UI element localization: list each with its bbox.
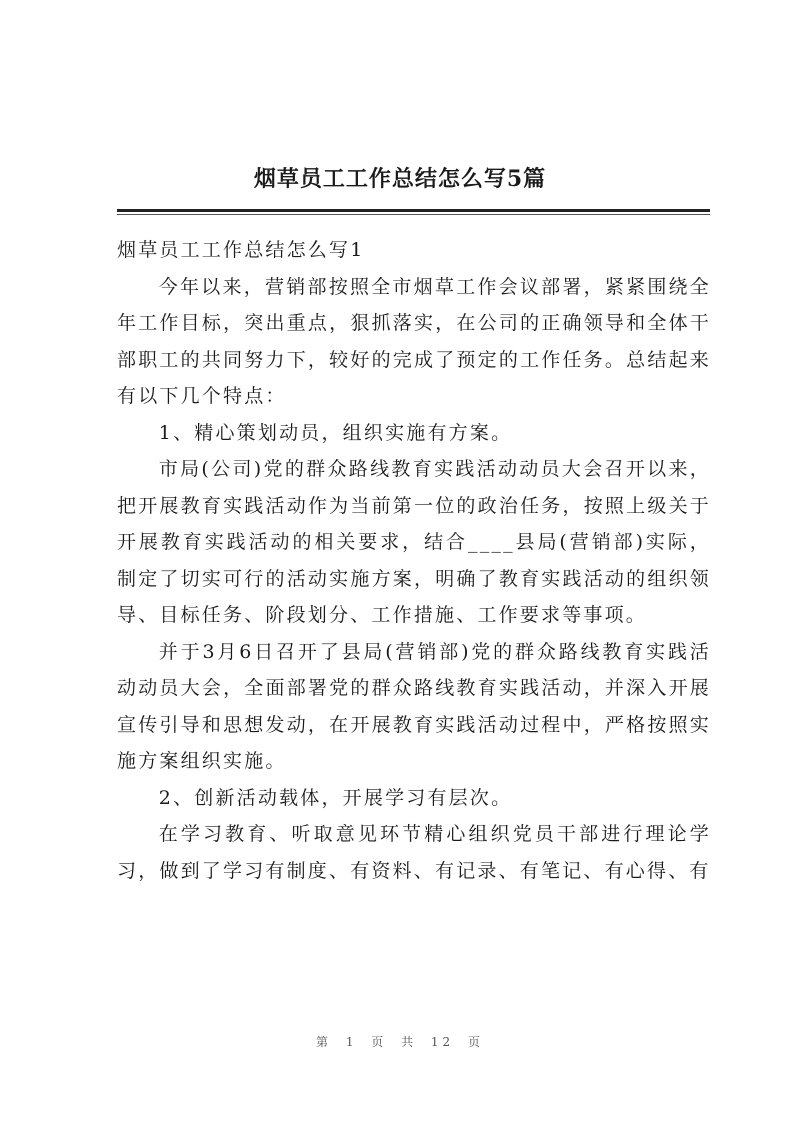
body-paragraph: 市局(公司)党的群众路线教育实践活动动员大会召开以来，把开展教育实践活动作为当前第一位的政治任务，按照上级关于开展教育实践活动的相关要求，结合____县局(营销部)实际，制定了切实可行的活动实施方案，明确了教育实践活动的组织领导、目标任务、阶段划分、工作措施、工作要求等事项。 <box>117 458 711 626</box>
body-paragraph: 今年以来，营销部按照全市烟草工作会议部署，紧紧围绕全年工作目标，突出重点，狠抓落实，在公司的正确领导和全体干部职工的共同努力下，较好的完成了预定的工作任务。总结起来有以下几个特点： <box>117 275 711 407</box>
document-title: 烟草员工工作总结怎么写5篇 <box>253 166 547 192</box>
numbered-point: 1、精心策划动员，组织实施有方案。 <box>158 421 513 444</box>
section-heading: 烟草员工工作总结怎么写1 <box>117 239 365 261</box>
page-number-footer: 第 1 页 共 12 页 <box>316 1035 484 1049</box>
document-body <box>117 232 711 889</box>
body-paragraph: 在学习教育、听取意见环节精心组织党员干部进行理论学习，做到了学习有制度、有资料、有记录、有笔记、有心得、有 <box>117 823 711 882</box>
body-paragraph: 并于3月6日召开了县局(营销部)党的群众路线教育实践活动动员大会，全面部署党的群众路线教育实践活动，并深入开展宣传引导和思想发动，在开展教育实践活动过程中，严格按照实施方案组织实施。 <box>117 640 711 772</box>
numbered-point: 2、创新活动载体，开展学习有层次。 <box>158 786 513 809</box>
title-divider-thin <box>117 214 710 215</box>
title-divider <box>117 209 710 212</box>
